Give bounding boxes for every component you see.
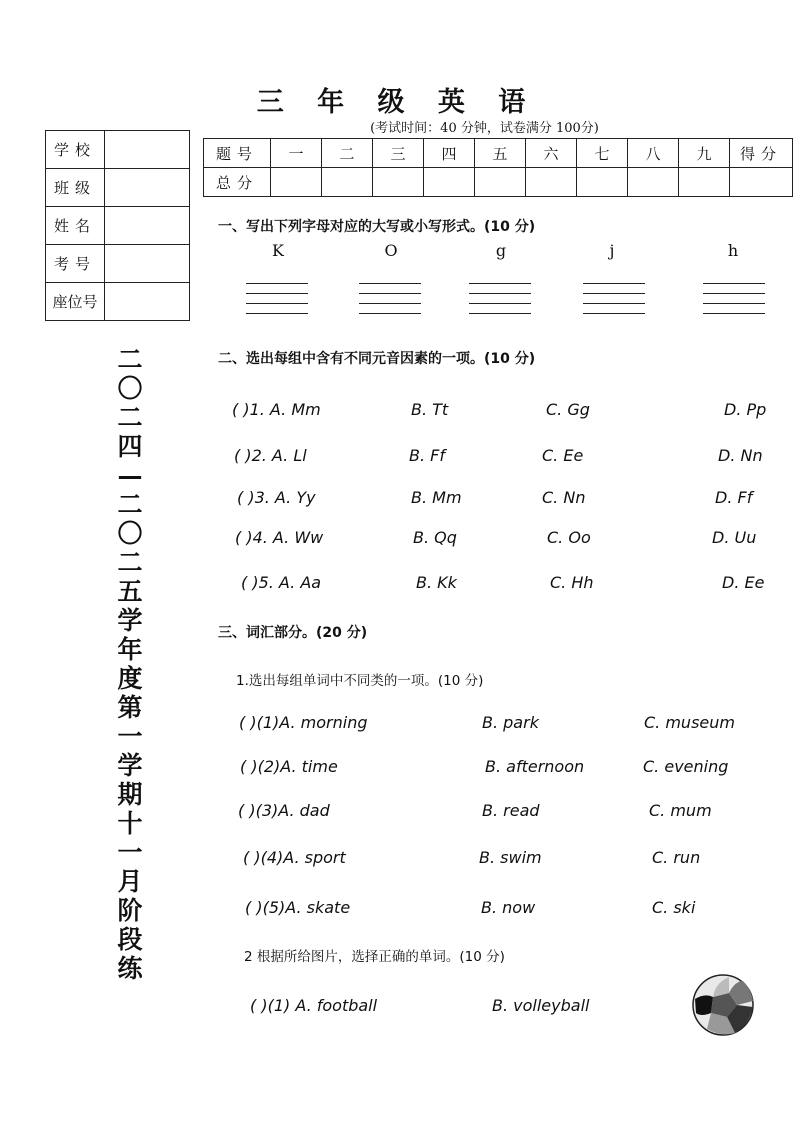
option-c[interactable]: C. Hh (550, 573, 594, 592)
score-cell[interactable] (475, 168, 526, 197)
score-cell[interactable] (628, 168, 679, 197)
vocab-option-c[interactable]: C. evening (643, 757, 729, 776)
score-header-row (204, 139, 793, 168)
school-field[interactable] (105, 131, 190, 169)
score-header-cell: 七 (577, 139, 628, 168)
vocab-option-b[interactable]: B. read (482, 801, 540, 820)
option-d[interactable]: D. Ee (722, 573, 765, 592)
score-cell[interactable] (373, 168, 424, 197)
question-number-option-a[interactable]: ( )5. A. Aa (241, 573, 322, 592)
score-cell[interactable] (424, 168, 475, 197)
score-total-row (204, 168, 793, 197)
exam-info: (考试时间：40 分钟，试卷满分 100分) (370, 121, 599, 136)
soccer-ball-icon (691, 973, 755, 1037)
writing-lines[interactable] (583, 283, 645, 327)
score-cell[interactable] (322, 168, 373, 197)
label-seat-number: 座位号 (46, 283, 105, 321)
vocab-option-a[interactable]: ( )(3)A. dad (238, 801, 330, 820)
question-number-option-a[interactable]: ( )1. A. Mm (232, 400, 321, 419)
score-header-cell: 八 (628, 139, 679, 168)
score-header-cell: 得分 (730, 139, 793, 168)
writing-lines[interactable] (469, 283, 531, 327)
seat-number-field[interactable] (105, 283, 190, 321)
total-label: 总分 (204, 168, 271, 197)
letter-prompt: O (384, 241, 398, 260)
letter-prompt: j (609, 241, 615, 260)
vocab-option-a[interactable]: ( )(5)A. skate (245, 898, 351, 917)
score-header-cell: 三 (373, 139, 424, 168)
option-d[interactable]: D. Uu (712, 528, 757, 547)
score-cell[interactable] (679, 168, 730, 197)
picture-option-a[interactable]: ( )(1) A. football (250, 996, 378, 1015)
score-header-cell: 四 (424, 139, 475, 168)
option-b[interactable]: B. Mm (411, 488, 462, 507)
vocab-option-a[interactable]: ( )(1)A. morning (239, 713, 368, 732)
writing-lines[interactable] (359, 283, 421, 327)
student-info-table (45, 130, 190, 321)
exam-number-field[interactable] (105, 245, 190, 283)
letter-prompt: h (727, 241, 739, 260)
vertical-term-title: 二〇二四—二〇二五学年度第一学期十一月阶段练 (117, 345, 143, 983)
option-d[interactable]: D. Pp (724, 400, 767, 419)
score-header-cell: 五 (475, 139, 526, 168)
label-class: 班级 (46, 169, 105, 207)
vocab-option-c[interactable]: C. mum (649, 801, 712, 820)
score-header-cell: 二 (322, 139, 373, 168)
score-header-cell: 一 (271, 139, 322, 168)
question-number-option-a[interactable]: ( )3. A. Yy (237, 488, 316, 507)
name-field[interactable] (105, 207, 190, 245)
section2-title: 二、选出每组中含有不同元音因素的一项。(10 分) (218, 351, 536, 367)
score-table (203, 138, 793, 197)
option-d[interactable]: D. Nn (718, 446, 763, 465)
writing-lines[interactable] (703, 283, 765, 327)
label-exam-number: 考号 (46, 245, 105, 283)
vocab-option-b[interactable]: B. park (482, 713, 539, 732)
question-number-option-a[interactable]: ( )2. A. Ll (234, 446, 307, 465)
page-title: 三 年 级 英 语 (256, 87, 538, 118)
letter-prompt: g (495, 241, 507, 260)
vocab-option-a[interactable]: ( )(4)A. sport (243, 848, 346, 867)
option-b[interactable]: B. Kk (416, 573, 457, 592)
picture-option-b[interactable]: B. volleyball (492, 996, 590, 1015)
vocab-option-b[interactable]: B. now (481, 898, 536, 917)
score-cell[interactable] (577, 168, 628, 197)
score-header-cell: 六 (526, 139, 577, 168)
section3-part1-title: 1.选出每组单词中不同类的一项。(10 分) (236, 673, 484, 689)
score-cell[interactable] (730, 168, 793, 197)
option-b[interactable]: B. Qq (413, 528, 457, 547)
option-c[interactable]: C. Ee (542, 446, 584, 465)
score-cell[interactable] (271, 168, 322, 197)
option-c[interactable]: C. Nn (542, 488, 586, 507)
label-school: 学校 (46, 131, 105, 169)
label-name: 姓名 (46, 207, 105, 245)
option-c[interactable]: C. Gg (546, 400, 590, 419)
option-c[interactable]: C. Oo (547, 528, 591, 547)
option-b[interactable]: B. Tt (411, 400, 449, 419)
vocab-option-b[interactable]: B. swim (479, 848, 542, 867)
option-b[interactable]: B. Ff (409, 446, 445, 465)
question-number-option-a[interactable]: ( )4. A. Ww (235, 528, 324, 547)
vocab-option-c[interactable]: C. museum (644, 713, 735, 732)
score-cell[interactable] (526, 168, 577, 197)
section1-title: 一、写出下列字母对应的大写或小写形式。(10 分) (218, 219, 536, 235)
score-header-cell: 九 (679, 139, 730, 168)
vocab-option-b[interactable]: B. afternoon (485, 757, 585, 776)
vocab-option-a[interactable]: ( )(2)A. time (240, 757, 338, 776)
section3-part2-title: 2 根据所给图片，选择正确的单词。(10 分) (244, 949, 505, 965)
score-header-cell: 题号 (204, 139, 271, 168)
option-d[interactable]: D. Ff (715, 488, 753, 507)
class-field[interactable] (105, 169, 190, 207)
vocab-option-c[interactable]: C. run (652, 848, 701, 867)
section3-title: 三、词汇部分。(20 分) (218, 625, 368, 641)
writing-lines[interactable] (246, 283, 308, 327)
letter-prompt: K (272, 241, 284, 260)
vocab-option-c[interactable]: C. ski (652, 898, 696, 917)
